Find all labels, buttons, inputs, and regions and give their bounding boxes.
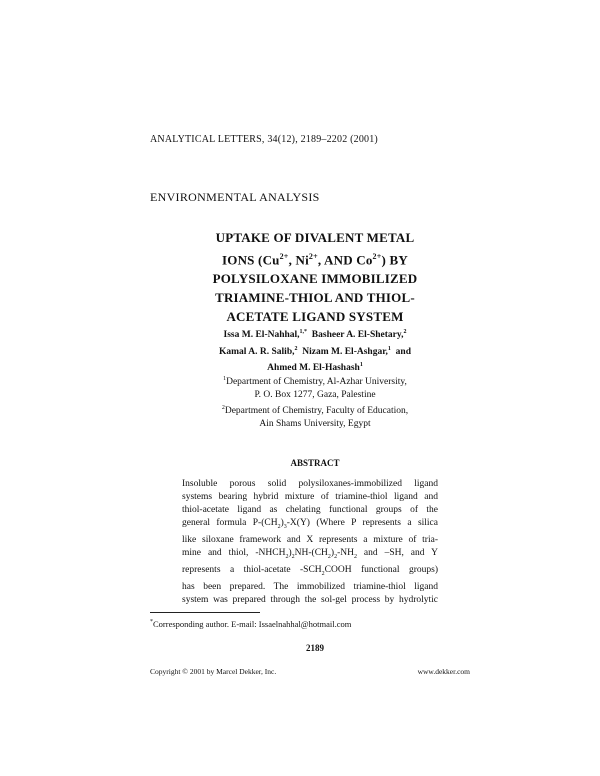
affiliation-1: $^1$Department of Chemistry, Al-Azhar University,	[223, 376, 407, 388]
abstract-heading: ABSTRACT	[290, 458, 340, 468]
affiliation-2: $^2$Department of Chemistry, Faculty of Education,	[221, 405, 409, 417]
title-line-5: ACETATE LIGAND SYSTEM	[226, 309, 404, 325]
page-number: 2189	[306, 643, 324, 653]
footnote-divider	[150, 612, 260, 613]
title-line-1: UPTAKE OF DIVALENT METAL	[215, 230, 415, 245]
corresponding-author-footnote: *Corresponding author. E-mail: Issaelnahhal@hotmail.com	[150, 619, 352, 629]
author-name: Issa M. El-Nahhal,	[223, 330, 300, 341]
abstract-body	[182, 478, 438, 607]
abstract-line: has been prepared. The immobilized triamine-thiol ligand	[182, 581, 438, 592]
title-line-3: POLYSILOXANE IMMOBILIZED	[212, 271, 418, 287]
journal-citation: ANALYTICAL LETTERS, 34(12), 2189–2202 (2001)	[150, 134, 378, 145]
author-name: Ahmed M. El-Hashash	[267, 363, 360, 374]
author-line-2: Kamal A. R. Salib,$^2$ Nizam M. El-Ashgar,$^1$ and	[219, 345, 411, 357]
affiliation-2-address: Ain Shams University, Egypt	[259, 419, 371, 430]
publisher-website: www.dekker.com	[417, 667, 470, 676]
title-line-2: IONS ($Cu^{2+}$, $Ni^{2+}$, AND $Co^{2+}$) BY	[222, 252, 408, 268]
author-name: Basheer A. El-Shetary,	[311, 330, 404, 341]
abstract-line: general formula $P-(CH_2)_3-X(Y)$ (Where P represents a silica	[182, 518, 438, 530]
author-name: Nizam M. El-Ashgar,	[302, 346, 388, 357]
author-list	[190, 326, 440, 376]
title-line-4: TRIAMINE-THIOL AND THIOL-	[215, 290, 415, 306]
affiliations	[150, 373, 480, 431]
abstract-line: system was prepared through the sol-gel process by hydrolytic	[182, 594, 438, 605]
article-title	[190, 228, 440, 326]
abstract-line: Insoluble porous solid polysiloxanes-immobilized ligand	[182, 479, 438, 489]
author-line-1: Issa M. El-Nahhal,$^{1,*}$ Basheer A. El-Shetary,$^2$	[223, 329, 407, 341]
affiliation-1-address: P. O. Box 1277, Gaza, Palestine	[254, 390, 376, 401]
abstract-line: systems bearing hybrid mixture of triamine-thiol ligand and	[182, 492, 438, 502]
abstract-line: thiol-acetate ligand as chelating functional groups of the	[182, 505, 438, 515]
abstract-line: like siloxane framework and X represents a mixture of tria-	[182, 534, 438, 545]
copyright-notice: Copyright © 2001 by Marcel Dekker, Inc.	[150, 667, 277, 676]
author-name: Kamal A. R. Salib,	[219, 346, 295, 357]
section-heading: ENVIRONMENTAL ANALYSIS	[150, 190, 320, 204]
abstract-line: mine and thiol, $-NHCH_2)_2NH-(CH_2)_2-NH_2$ and –SH, and Y	[182, 547, 438, 560]
author-line-3: Ahmed M. El-Hashash$^1$	[267, 362, 363, 374]
abstract-line: represents a thiol-acetate $-SCH_2COOH$ functional groups)	[182, 564, 438, 577]
